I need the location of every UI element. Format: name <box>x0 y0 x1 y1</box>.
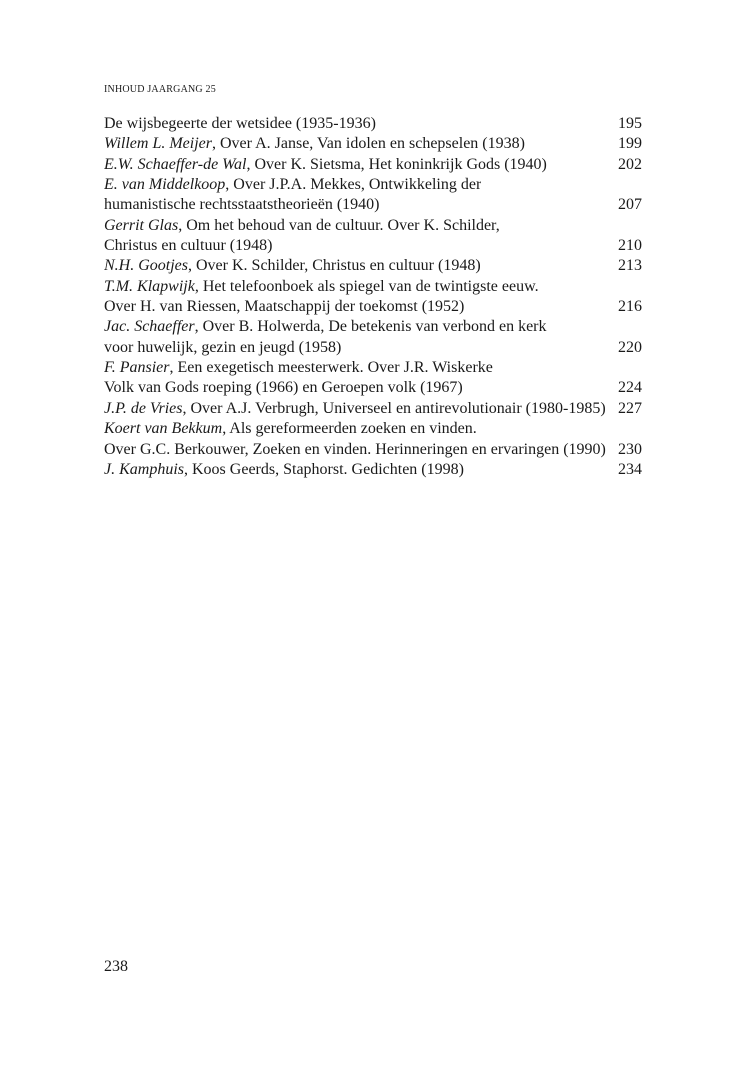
page-number: 238 <box>104 958 128 975</box>
toc-page-number: 207 <box>618 196 642 214</box>
toc-title: Over G.C. Berkouwer, Zoeken en vinden. Herinneringen en ervaringen (1990) <box>104 440 606 458</box>
toc-page-number: 224 <box>618 379 642 397</box>
toc-line <box>104 277 644 297</box>
toc-title: Christus en cultuur (1948) <box>104 237 273 255</box>
toc-title: , Het telefoonboek als spiegel van de twintigste eeuw. <box>194 277 539 295</box>
toc-page-number: 210 <box>618 237 642 255</box>
toc-title: , Als gereformeerden zoeken en vinden. <box>222 420 477 438</box>
toc-title: Volk van Gods roeping (1966) en Geroepen volk (1967) <box>104 379 463 397</box>
toc-author: E.W. Schaeffer-de Wal <box>104 155 247 173</box>
toc-title: Over H. van Riessen, Maatschappij der toekomst (1952) <box>104 298 465 316</box>
running-head: INHOUD JAARGANG 25 <box>104 84 216 95</box>
toc-page-number: 195 <box>618 115 642 132</box>
toc-line <box>104 175 644 195</box>
toc-line <box>104 297 644 317</box>
toc-page-number: 216 <box>618 298 642 316</box>
toc-title: humanistische rechtsstaatstheorieën (1940) <box>104 196 380 214</box>
toc-title: , Over K. Sietsma, Het koninkrijk Gods (1940) <box>246 155 547 173</box>
toc-page-number: 234 <box>618 460 642 478</box>
toc-line <box>104 317 644 337</box>
toc-title: , Over B. Holwerda, De betekenis van verbond en kerk <box>194 318 547 336</box>
toc-author: N.H. Gootjes <box>104 257 188 275</box>
toc-author: E. van Middelkoop <box>104 176 226 194</box>
toc-line <box>104 338 644 358</box>
toc-page-number: 199 <box>618 135 642 153</box>
toc-title: , Over A. Janse, Van idolen en schepselen (1938) <box>211 135 525 153</box>
toc-author: Koert van Bekkum <box>104 420 223 438</box>
toc-author: F. Pansier <box>104 359 170 377</box>
toc-author: Jac. Schaeffer <box>104 318 195 336</box>
toc-title: , Een exegetisch meesterwerk. Over J.R. Wiskerke <box>169 359 493 377</box>
toc-author: Gerrit Glas <box>104 216 179 234</box>
toc-line <box>104 195 644 215</box>
table-of-contents <box>104 114 644 480</box>
toc-title: , Over K. Schilder, Christus en cultuur (1948) <box>188 257 481 275</box>
toc-line <box>104 155 644 175</box>
toc-line <box>104 440 644 460</box>
toc-author: T.M. Klapwijk <box>104 277 195 295</box>
toc-page-number: 202 <box>618 155 642 173</box>
toc-page-number: 230 <box>618 440 642 458</box>
toc-title: De wijsbegeerte der wetsidee (1935-1936) <box>104 115 376 132</box>
toc-line <box>104 399 644 419</box>
toc-line <box>104 460 644 480</box>
toc-line <box>104 358 644 378</box>
toc-title: , Over A.J. Verbrugh, Universeel en antirevolutionair (1980-1985) <box>182 399 606 417</box>
toc-line <box>104 378 644 398</box>
toc-page-number: 220 <box>618 338 642 356</box>
toc-page-number: 227 <box>618 399 642 417</box>
toc-line <box>104 236 644 256</box>
toc-title: , Over J.P.A. Mekkes, Ontwikkeling der <box>225 176 482 194</box>
toc-title: voor huwelijk, gezin en jeugd (1958) <box>104 338 342 356</box>
toc-author: Willem L. Meijer <box>104 135 212 153</box>
toc-line <box>104 216 644 236</box>
toc-line <box>104 134 644 154</box>
toc-line <box>104 419 644 439</box>
toc-line <box>104 114 644 134</box>
toc-author: J. Kamphuis <box>104 460 184 478</box>
toc-line <box>104 256 644 276</box>
toc-title: , Om het behoud van de cultuur. Over K. Schilder, <box>178 216 500 234</box>
toc-page-number: 213 <box>618 257 642 275</box>
toc-author: J.P. de Vries <box>104 399 183 417</box>
toc-title: , Koos Geerds, Staphorst. Gedichten (1998) <box>184 460 464 478</box>
